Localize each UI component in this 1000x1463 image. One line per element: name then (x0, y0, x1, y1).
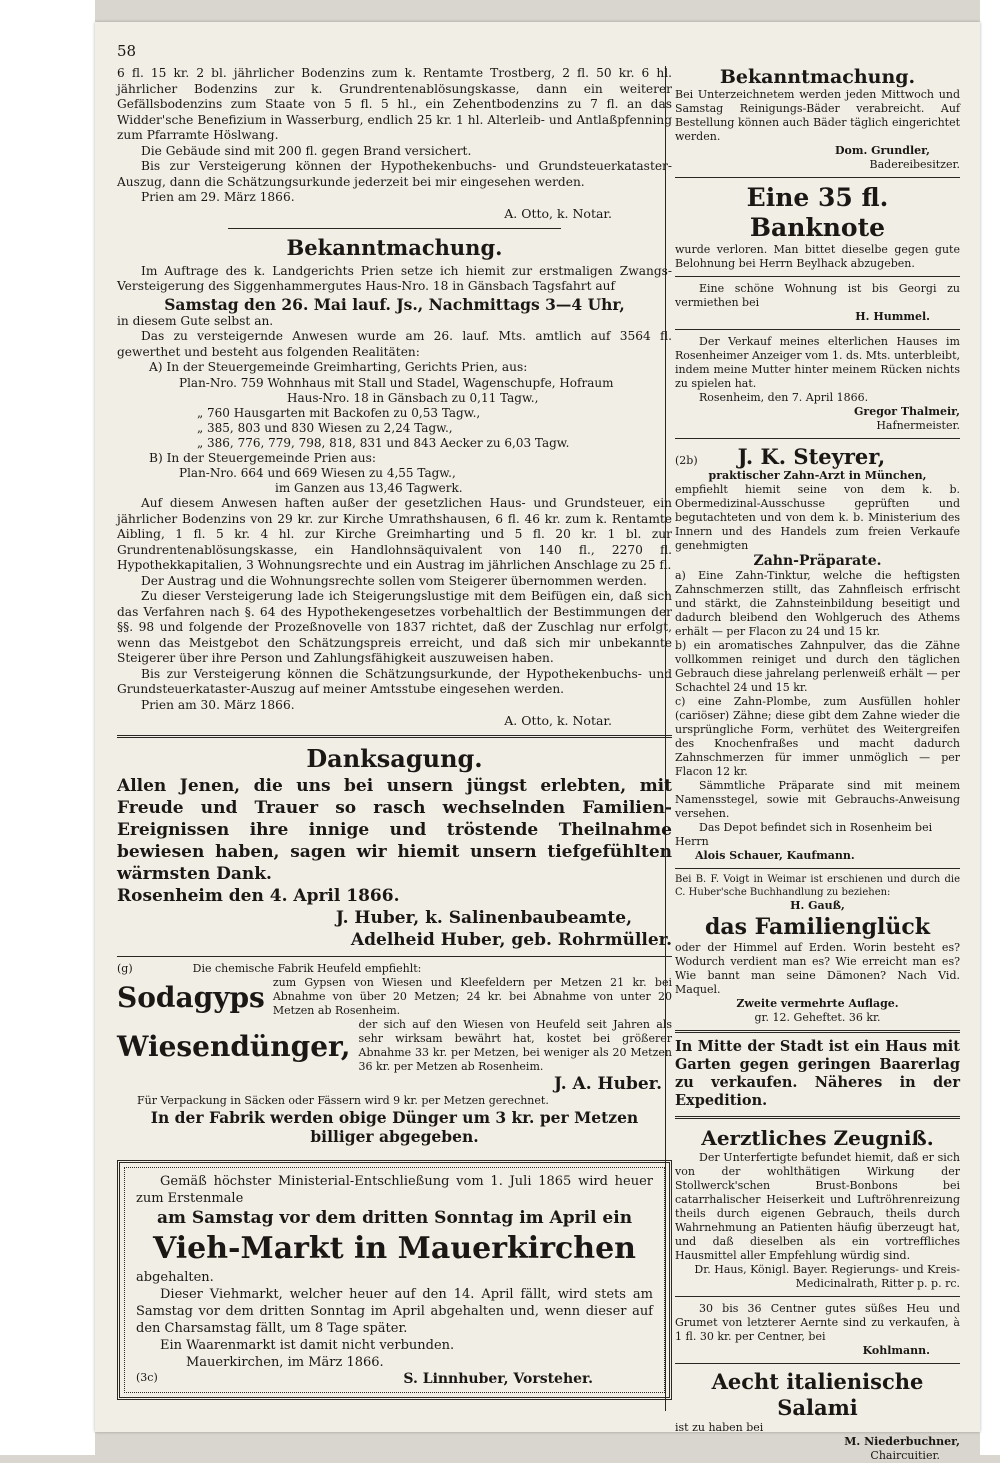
list-item: „ 385, 803 und 830 Wiesen zu 2,24 Tagw., (197, 420, 453, 435)
announcement-signature: A. Otto, k. Notar. (504, 713, 612, 728)
baths-text: Bei Unterzeichnetem werden jeden Mittwoch und Samstag Reinigungs-Bäder verabreicht. Auf Bestellung können auch Bäder täglich eingerichtet werden. (675, 88, 960, 143)
announcement-intro: Im Auftrage des k. Landgerichts Prien setze ich hiemit zur erstmaligen Zwangs-Versteigerung des Siggenhammergutes Haus-Nro. 18 in Gänsbach Tagsfahrt auf (117, 263, 672, 293)
market-title: Vieh-Markt in Mauerkirchen (152, 1231, 636, 1266)
thanks-title: Danksagung. (306, 744, 483, 773)
divider (675, 438, 960, 439)
market-footer (136, 1371, 653, 1387)
certificate-text: Der Unterfertigte befundet hiemit, daß er sich von der wohlthätigen Wirkung der Stollwerck'schen Brust-Bonbons bei catarrhalischer Heiserkeit und Luftröhrenreizung theils durch eigenen Gebrauch, theils durch Wahrnehmung an Patienten häufig überzeugt hat, und daß dieselben als ein vortreffliches Hausmittel aller Empfehlung würdig sind. (675, 1151, 960, 1262)
wiesenduenger-title: Wiesendünger, (117, 1029, 351, 1063)
dentist-product-c: c) eine Zahn-Plombe, zum Ausfüllen hohler (cariöser) Zähne; diese gibt dem Zahne wieder die ursprüngliche Form, verhütet des Weitergreifen des Knochenfraßes und macht dadurch Zahnschmerzen für immer unmöglich — per Flacon 12 kr. (675, 695, 960, 778)
salami-signature: M. Niederbuchner, (844, 1435, 960, 1448)
book-description: oder der Himmel auf Erden. Worin besteht es? Wodurch verdient man es? Wie erreicht man es? Wie bannt man seine Dämonen? Nach Vid. Maquel. (675, 941, 960, 996)
list-item: Plan-Nro. 759 Wohnhaus mit Stall und Stadel, Wagenschupfe, Hofraum (179, 375, 614, 390)
sodagyps-title: Sodagyps (117, 980, 265, 1014)
apartment-text: Eine schöne Wohnung ist bis Georgi zu vermiethen bei (675, 282, 960, 309)
divider (675, 1363, 960, 1364)
market-signature: S. Linnhuber, Vorsteher. (403, 1371, 593, 1387)
dentist-note: Sämmtliche Präparate sind mit meinem Namensstegel, sowie mit Gebrauchs-Anweisung versehen. (675, 779, 960, 820)
fertilizer-ad-intro (117, 962, 672, 976)
list-item: „ 760 Hausgarten mit Backofen zu 0,53 Tagw., (197, 405, 481, 420)
market-date-line: am Samstag vor dem dritten Sonntag im April ein (156, 1208, 633, 1228)
market-place-date: Mauerkirchen, im März 1866. (186, 1355, 384, 1370)
sale-withdrawal-text: Der Verkauf meines elterlichen Hauses im Rosenheimer Anzeiger vom 1. ds. Mts. unterbleibt, indem meine Mutter hinter meinem Rücken nichts zu spielen hat. (675, 335, 960, 390)
announcement-location: in diesem Gute selbst an. (117, 313, 274, 328)
market-goods-note: Ein Waarenmarkt ist damit nicht verbunden. (160, 1338, 455, 1353)
dentist-intro: empfiehlt hiemit seine von dem k. b. Obermedizinal-Ausschusse geprüften und begutachteten und von dem k. b. Ministerium des Innern und des Handels zum freien Verkaufe genehmigten (675, 483, 960, 552)
page-number: 58 (117, 42, 137, 60)
dentist-header (675, 444, 960, 469)
market-schedule: Dieser Viehmarkt, welcher heuer auf den 14. April fällt, wird stets am Samstag vor dem dritten Sonntag im April abgehalten und, wenn dieser auf den Charsamstag fällt, um 8 Tage später. (136, 1287, 653, 1336)
salami-title: Aecht italienische Salami (711, 1369, 924, 1420)
divider (675, 868, 960, 869)
list-item: Plan-Nro. 664 und 669 Wiesen zu 4,55 Tagw., (179, 466, 456, 480)
packaging-note: Für Verpackung in Säcken oder Fässern wird 9 kr. per Metzen gerechnet. (137, 1094, 549, 1107)
list-item: im Ganzen aus 13,46 Tagwerk. (275, 481, 463, 495)
divider (675, 276, 960, 277)
fertilizer-signature: J. A. Huber. (553, 1074, 662, 1094)
announcement-charges: Auf diesem Anwesen haften außer der gesetzlichen Haus- und Grundsteuer, ein jährlicher Bodenzins von 29 kr. zur Kirche Umrathshausen, 6 fl. 46 kr. zum k. Rentamte Aibling, 1 fl. 5 kr. 4 hl. zur Kirche Greimharting und 5 fl. 20 kr. 1 bl. zur Grundrentenablösungskasse, ein Handlohnsäquivalent von 140 fl., 2270 fl. Hypothekkapitalien, 3 Wohnungsrechte und ein Austrag im jährlichen Anschlage zu 25 fl. (117, 496, 672, 572)
section-a-heading: A) In der Steuergemeinde Greimharting, Gerichts Prien, aus: (149, 360, 528, 374)
notice-signature: A. Otto, k. Notar. (504, 205, 612, 221)
right-column (675, 66, 960, 1463)
page-margin-right (980, 0, 1000, 1455)
thanks-text: Allen Jenen, die uns bei unsern jüngst erlebten, mit Freude und Trauer so rasch wechselnden Familien-Ereignissen ihre innige und tröstende Theilnahme bewiesen haben, sagen wir hiemit unsern tiefgefühlten wärmsten Dank. (117, 776, 672, 884)
divider (117, 735, 672, 738)
page-margin-left (0, 0, 95, 1455)
dentist-name: J. K. Steyrer, (737, 444, 886, 469)
book-edition: Zweite vermehrte Auflage. (736, 997, 899, 1010)
thanks-signature-2: Adelheid Huber, geb. Rohrmüller. (350, 930, 672, 950)
list-item: Haus-Nro. 18 in Gänsbach zu 0,11 Tagw., (287, 390, 539, 405)
notice-inspection-text: Bis zur Versteigerung können der Hypothekenbuchs- und Grundsteuerkataster-Auszug, dann die Schätzungsurkunde jederzeit bei mir eingesehen werden. (117, 159, 672, 189)
book-title: das Familienglück (704, 914, 931, 940)
divider (675, 1030, 960, 1033)
sodagyps-text: zum Gypsen von Wiesen und Kleefeldern per Metzen 21 kr. bei Abnahme von über 20 Metzen; 24 kr. bei Abnahme von unter 20 Metzen ab Rosenheim. (272, 976, 672, 1017)
auction-date: Samstag den 26. Mai lauf. Js., Nachmittags 3—4 Uhr, (164, 294, 625, 314)
dentist-product-b: b) ein aromatisches Zahnpulver, das die Zähne vollkommen reiniget und durch den täglichen Gebrauch diese jahrelang perlenweiß erhält — per Schachtel 24 und 15 kr. (675, 639, 960, 694)
section-b-list (117, 466, 672, 496)
announcement-title: Bekanntmachung. (286, 234, 503, 260)
divider (675, 177, 960, 178)
market-held: abgehalten. (136, 1270, 214, 1285)
divider (675, 329, 960, 330)
baths-signature: Dom. Grundler, (834, 144, 930, 157)
announcement-inspection: Bis zur Versteigerung können die Schätzungsurkunde, der Hypothekenbuchs- und Grundsteuerkataster-Auszug auf meiner Amtsstube eingesehen werden. (117, 666, 672, 696)
notice-insurance-text: Die Gebäude sind mit 200 fl. gegen Brand versichert. (141, 143, 472, 158)
salami-signature-title: Chaircuitier. (870, 1449, 940, 1462)
banknote-title: Eine 35 fl. Banknote (746, 183, 889, 242)
book-author: H. Gauß, (790, 899, 845, 912)
discount-note: In der Fabrik werden obige Dünger um 3 kr. per Metzen billiger abgegeben. (150, 1108, 639, 1146)
baths-title: Bekanntmachung. (719, 66, 916, 88)
sodagyps-block (117, 976, 672, 1018)
announcement-date: Prien am 30. März 1866. (141, 697, 295, 712)
announcement-valuation: Das zu versteigernde Anwesen wurde am 26. lauf. Mts. amtlich auf 3564 fl. gewerthet und besteht aus folgenden Realitäten: (117, 329, 672, 359)
apartment-signature: H. Hummel. (855, 310, 930, 323)
wiesenduenger-text: der sich auf den Wiesen von Heufeld seit Jahren als sehr wirksam bewährt hat, kostet bei größerer Abnahme 33 kr. per Metzen, bei weniger als 20 Metzen 36 kr. per Metzen ab Rosenheim. (358, 1018, 672, 1073)
book-publisher-note: Bei B. F. Voigt in Weimar ist erschienen und durch die C. Huber'sche Buchhandlung zu beziehen: (675, 874, 960, 898)
certificate-signature: Dr. Haus, Königl. Bayer. Regierungs- und Kreis-Medicinalrath, Ritter p. p. rc. (694, 1263, 960, 1290)
notice-continuation-text: 6 fl. 15 kr. 2 bl. jährlicher Bodenzins zum k. Rentamte Trostberg, 2 fl. 50 kr. 6 hl. jährlicher Bodenzins zur k. Grundrentenablösungskasse, dann ein weiterer Gefällsbodenzins zum Staate von 5 fl. 5 hl., ein Zehentbodenzins zu 7 fl. an das Widder'sche Benefizium in Wasserburg, endlich 25 kr. 1 hl. Alterleib- und Antlaßpfenning zum Pfarramte Höslwang. (117, 66, 672, 142)
newspaper-page (95, 22, 980, 1462)
sale-withdrawal-date: Rosenheim, den 7. April 1866. (699, 391, 869, 404)
announcement-obligations: Der Austrag und die Wohnungsrechte sollen vom Steigerer übernommen werden. (141, 573, 647, 588)
dentist-depot: Das Depot befindet sich in Rosenheim bei Herrn (675, 821, 933, 848)
divider (117, 956, 672, 957)
house-sale-text: In Mitte der Stadt ist ein Haus mit Garten gegen geringen Baarerlag zu verkaufen. Näheres in der Expedition. (675, 1038, 960, 1109)
divider (675, 1296, 960, 1297)
certificate-title: Aerztliches Zeugniß. (701, 1126, 934, 1150)
cattle-market-notice (117, 1160, 672, 1400)
divider (675, 1116, 960, 1119)
hay-sale-signature: Kohlmann. (862, 1344, 930, 1357)
notice-date: Prien am 29. März 1866. (141, 190, 295, 204)
ad-intro-text: Die chemische Fabrik Heufeld empfiehlt: (192, 962, 422, 975)
ad-tag: (2b) (675, 454, 698, 467)
dentist-subtitle: praktischer Zahn-Arzt in München, (708, 469, 927, 482)
announcement-invitation: Zu dieser Versteigerung lade ich Steigerungslustige mit dem Beifügen ein, daß sich das Verfahren nach §. 64 des Hypothekengesetzes vorbehaltlich der Bestimmungen der §§. 98 und folgende der Prozeßnovelle von 1837 richtet, daß der Zuschlag nur erfolgt, wenn das Meistgebot den Schätzungspreis erreicht, und daß sich mir unbekannte Steigerer über ihre Person und Zahlungsfähigkeit auszuweisen haben. (117, 589, 672, 665)
banknote-text: wurde verloren. Man bittet dieselbe gegen gute Belohnung bei Herrn Beylhack abzugeben. (675, 243, 960, 270)
thanks-signature-1: J. Huber, k. Salinenbaubeamte, (335, 908, 632, 928)
thanks-date: Rosenheim den 4. April 1866. (117, 886, 400, 906)
dentist-depot-name: Alois Schauer, Kaufmann. (695, 849, 855, 862)
section-a-list (117, 376, 672, 451)
sale-withdrawal-title: Hafnermeister. (876, 419, 960, 432)
wiesenduenger-block (117, 1018, 672, 1074)
market-intro: Gemäß höchster Ministerial-Entschließung vom 1. Juli 1865 wird heuer zum Erstenmale (136, 1174, 653, 1206)
book-price: gr. 12. Geheftet. 36 kr. (754, 1011, 881, 1024)
sale-withdrawal-signature: Gregor Thalmeir, (854, 405, 960, 418)
hay-sale-text: 30 bis 36 Centner gutes süßes Heu und Grumet von letzterer Aernte sind zu verkaufen, à 1 fl. 30 kr. per Centner, bei (675, 1302, 960, 1343)
baths-signature-title: Badereibesitzer. (869, 158, 960, 171)
dentist-products-heading: Zahn-Präparate. (753, 553, 882, 569)
section-b-heading: B) In der Steuergemeinde Prien aus: (149, 450, 376, 465)
salami-text: ist zu haben bei (675, 1421, 764, 1434)
divider (228, 228, 561, 229)
left-column (117, 66, 672, 1400)
list-item: „ 386, 776, 779, 798, 818, 831 und 843 Aecker zu 6,03 Tagw. (197, 435, 570, 450)
ad-tag: (g) (117, 962, 133, 975)
ad-tag: (3c) (136, 1371, 158, 1384)
dentist-product-a: a) Eine Zahn-Tinktur, welche die heftigsten Zahnschmerzen stillt, das Zahnfleisch erfrischt und stärkt, die Zahnsteinbildung beseitigt und dadurch bleibend den Wohlgeruch des Athems erhält — per Flacon zu 24 und 15 kr. (675, 569, 960, 638)
